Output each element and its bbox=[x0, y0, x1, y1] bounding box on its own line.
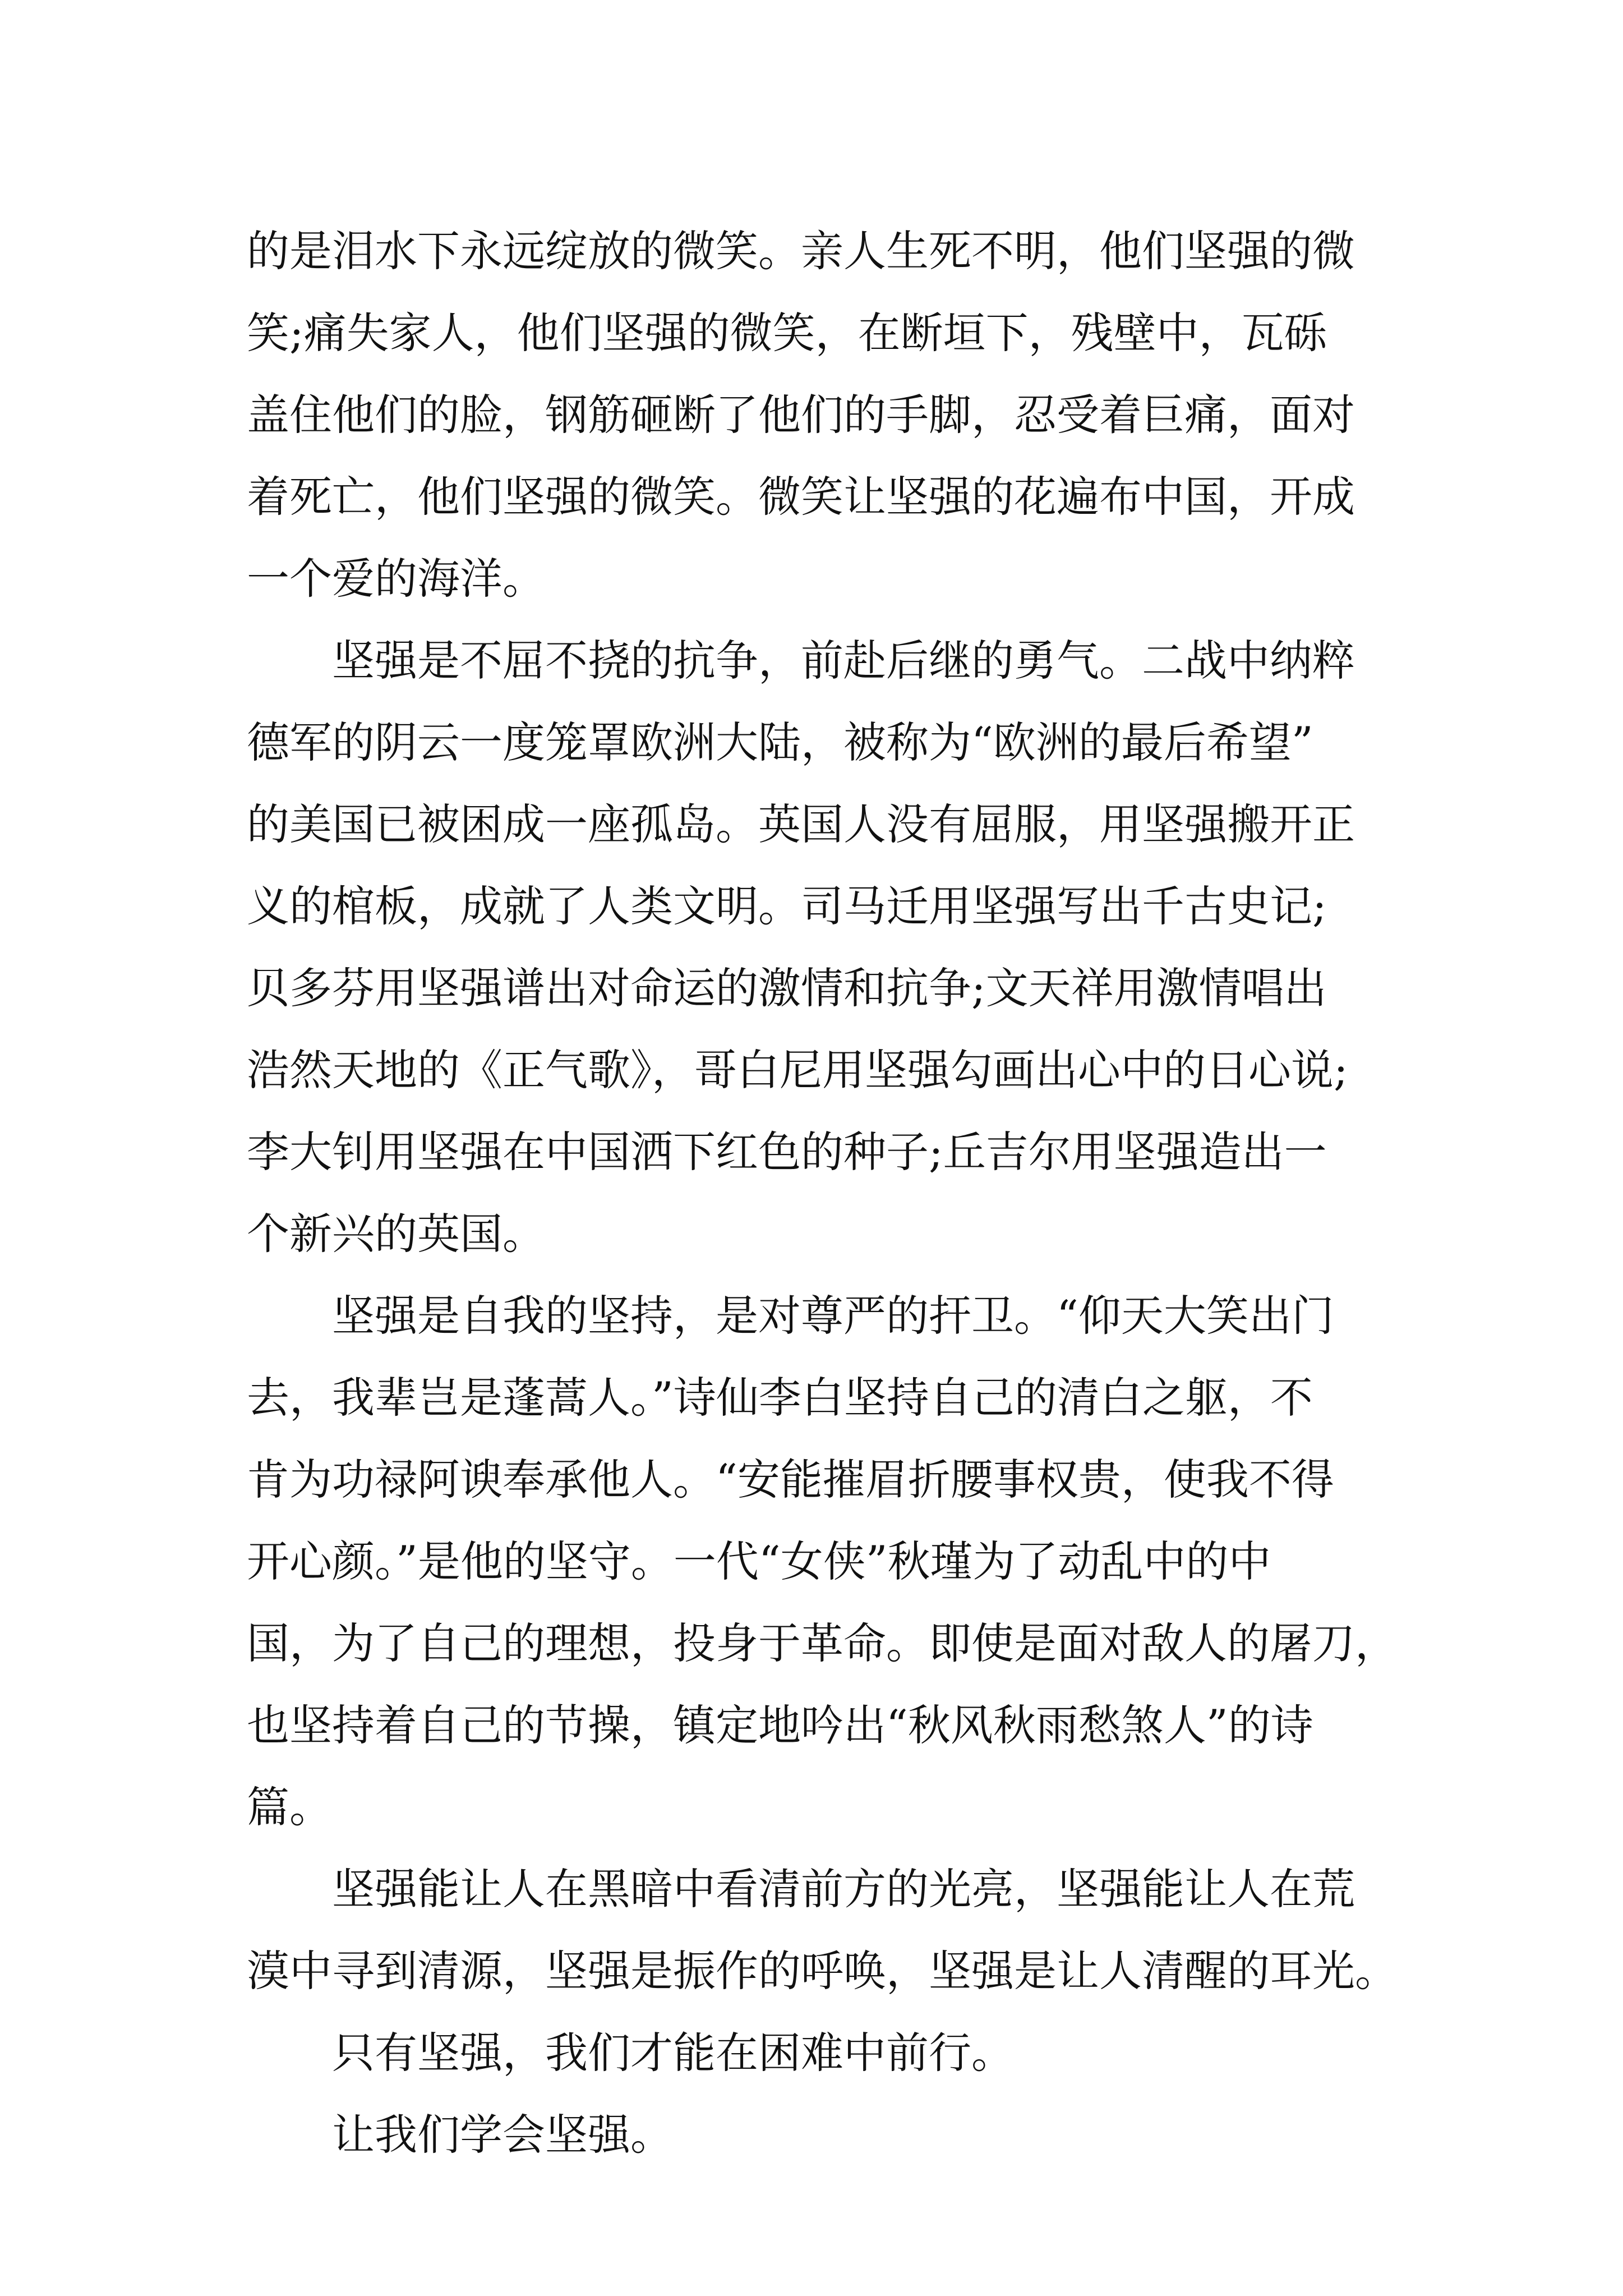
text-line: 义的棺板，成就了人类文明。司马迁用坚强写出千古史记; bbox=[247, 881, 1327, 931]
text-line: 篇。 bbox=[247, 1782, 332, 1832]
text-line: 德军的阴云一度笼罩欧洲大陆，被称为“欧洲的最后希望” bbox=[247, 717, 1313, 767]
text-line: 坚强是自我的坚持，是对尊严的扞卫。“仰天大笑出门 bbox=[332, 1291, 1334, 1341]
text-line: 坚强是不屈不挠的抗争，前赴后继的勇气。二战中纳粹 bbox=[332, 636, 1355, 685]
document-body bbox=[247, 210, 1398, 2176]
text-line: 去，我辈岂是蓬蒿人。”诗仙李白坚持自己的清白之躯，不 bbox=[247, 1373, 1313, 1423]
text-line: 只有坚强，我们才能在困难中前行。 bbox=[332, 2028, 1014, 2078]
text-line: 坚强能让人在黑暗中看清前方的光亮，坚强能让人在荒 bbox=[332, 1864, 1355, 1914]
text-line: 贝多芬用坚强谱出对命运的激情和抗争;文天祥用激情唱出 bbox=[247, 963, 1327, 1013]
text-line: 的美国已被困成一座孤岛。英国人没有屈服，用坚强搬开正 bbox=[247, 799, 1355, 849]
text-line: 李大钊用坚强在中国洒下红色的种子;丘吉尔用坚强造出一 bbox=[247, 1127, 1327, 1177]
text-line: 一个爱的海洋。 bbox=[247, 554, 545, 604]
text-line: 浩然天地的《正气歌》，哥白尼用坚强勾画出心中的日心说; bbox=[247, 1045, 1348, 1095]
text-line: 漠中寻到清源，坚强是振作的呼唤，坚强是让人清醒的耳光。 bbox=[247, 1946, 1398, 1996]
text-line: 笑;痛失家人，他们坚强的微笑，在断垣下，残壁中，瓦砾 bbox=[247, 308, 1327, 358]
text-line: 的是泪水下永远绽放的微笑。亲人生死不明，他们坚强的微 bbox=[247, 226, 1355, 276]
text-line: 也坚持着自己的节操，镇定地吟出“秋风秋雨愁煞人”的诗 bbox=[247, 1700, 1313, 1750]
text-line: 肯为功禄阿谀奉承他人。“安能摧眉折腰事权贵，使我不得 bbox=[247, 1455, 1334, 1504]
text-line: 国，为了自己的理想，投身于革命。即使是面对敌人的屠刀， bbox=[247, 1618, 1398, 1668]
text-line: 开心颜。”是他的坚守。一代“女侠”秋瑾为了动乱中的中 bbox=[247, 1536, 1271, 1586]
text-line: 让我们学会坚强。 bbox=[332, 2110, 673, 2160]
text-line: 盖住他们的脸，钢筋砸断了他们的手脚，忍受着巨痛，面对 bbox=[247, 390, 1355, 440]
text-line: 着死亡，他们坚强的微笑。微笑让坚强的花遍布中国，开成 bbox=[247, 472, 1355, 522]
text-line: 个新兴的英国。 bbox=[247, 1209, 545, 1259]
